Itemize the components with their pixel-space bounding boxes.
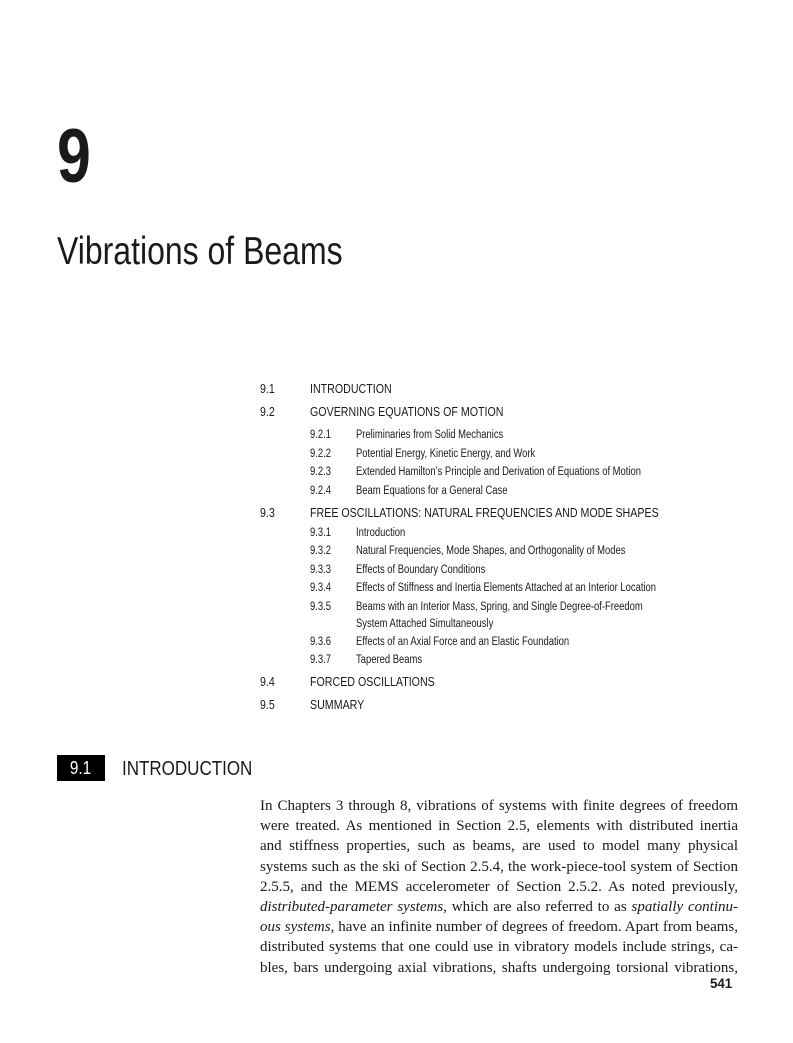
toc-subentry[interactable] <box>260 561 760 580</box>
toc-subentry-label: Effects of an Axial Force and an Elastic Foundation <box>356 635 570 648</box>
toc-entry-number: 9.2 <box>260 404 275 419</box>
body-text-run: have an infinite number of degrees of freedom. Apart from beams, <box>334 919 738 936</box>
toc-entry-number: 9.4 <box>260 674 275 689</box>
body-line: and stiffness properties, such as beams, are used to model many physical <box>260 838 738 855</box>
toc-entry-number: 9.5 <box>260 697 275 712</box>
body-text-run: which are also referred to as <box>446 899 632 916</box>
section-number: 9.1 <box>70 758 92 778</box>
toc-subentry[interactable] <box>260 598 760 633</box>
toc-subentry-label: Natural Frequencies, Mode Shapes, and Orthogonality of Modes <box>356 545 626 557</box>
toc-subentry[interactable] <box>260 579 760 598</box>
toc-entry[interactable] <box>260 696 760 719</box>
toc-entry-number: 9.3 <box>260 504 275 520</box>
toc-subentry[interactable] <box>260 542 760 561</box>
body-line: In Chapters 3 through 8, vibrations of systems with finite degrees of freedom <box>260 798 738 814</box>
body-line: were treated. As mentioned in Section 2.5, elements with distributed inertia <box>260 818 738 835</box>
toc-entry[interactable] <box>260 380 760 403</box>
page-number: 541 <box>710 975 733 991</box>
toc-subentry-label: Beam Equations for a General Case <box>356 484 508 497</box>
toc-subentry-label-line: Beams with an Interior Mass, Spring, and Single Degree-of-Freedom <box>356 600 643 613</box>
toc-subentry-number: 9.3.1 <box>310 526 331 539</box>
toc-subentry-number: 9.3.7 <box>310 654 331 666</box>
chapter-title: Vibrations of Beams <box>57 230 343 273</box>
toc-subentry-label <box>356 598 643 632</box>
toc-subentry-label: Preliminaries from Solid Mechanics <box>356 429 504 441</box>
toc-entry-label: SUMMARY <box>310 697 365 712</box>
toc-entry[interactable] <box>260 403 760 426</box>
body-line <box>260 917 738 937</box>
toc-subentry-number: 9.3.2 <box>310 545 331 557</box>
body-line: 2.5.5, and the MEMS accelerometer of Section 2.5.2. As noted previously, <box>260 878 738 895</box>
body-line: distributed systems that one could use in vibratory models include strings, ca- <box>260 939 738 956</box>
toc-entry[interactable] <box>260 673 760 696</box>
toc-subentry-number: 9.2.2 <box>310 447 331 460</box>
toc-subentry-label: Effects of Stiffness and Inertia Elements Attached at an Interior Location <box>356 582 657 594</box>
toc-subentry-label: Extended Hamilton’s Principle and Derivation of Equations of Motion <box>356 466 641 478</box>
table-of-contents <box>260 380 760 719</box>
toc-subentry-label-line: System Attached Simultaneously <box>356 617 494 630</box>
toc-entry-label: GOVERNING EQUATIONS OF MOTION <box>310 404 504 419</box>
body-line <box>260 897 738 917</box>
body-italic-term: spatially continu- <box>631 899 738 916</box>
toc-subentry-number: 9.3.3 <box>310 563 331 576</box>
chapter-number: 9 <box>57 114 90 199</box>
body-line: bles, bars undergoing axial vibrations, shafts undergoing torsional vibrations, <box>260 959 738 976</box>
toc-entry-number: 9.1 <box>260 381 275 396</box>
body-paragraph <box>260 796 738 978</box>
toc-subentry-number: 9.2.4 <box>310 484 331 497</box>
toc-subentry[interactable] <box>260 633 760 652</box>
toc-subentry[interactable] <box>260 426 760 445</box>
body-italic-term: ous systems, <box>260 919 335 936</box>
toc-entry-label: FREE OSCILLATIONS: NATURAL FREQUENCIES AND MODE SHAPES <box>310 504 659 520</box>
body-line: systems such as the ski of Section 2.5.4, the work-piece-tool system of Section <box>260 858 738 875</box>
toc-subentry-number: 9.3.4 <box>310 582 331 594</box>
body-italic-term: distributed-parameter systems, <box>260 899 447 916</box>
toc-subentry-number: 9.2.3 <box>310 466 331 478</box>
toc-subentry[interactable] <box>260 524 760 543</box>
toc-subentry[interactable] <box>260 651 760 673</box>
section-title: INTRODUCTION <box>122 758 253 780</box>
toc-subentry-label: Potential Energy, Kinetic Energy, and Work <box>356 447 536 460</box>
toc-subentry-label: Introduction <box>356 526 406 539</box>
toc-subentry-label: Tapered Beams <box>356 654 423 666</box>
toc-subentry-number: 9.3.5 <box>310 600 331 613</box>
toc-entry-label: FORCED OSCILLATIONS <box>310 674 435 689</box>
toc-entry[interactable] <box>260 504 760 524</box>
toc-subentry[interactable] <box>260 463 760 482</box>
toc-subentry[interactable] <box>260 482 760 504</box>
toc-subentry-number: 9.2.1 <box>310 429 331 441</box>
toc-subentry-label: Effects of Boundary Conditions <box>356 563 486 576</box>
section-number-badge <box>57 755 105 781</box>
toc-subentry[interactable] <box>260 445 760 464</box>
toc-entry-label: INTRODUCTION <box>310 381 392 396</box>
toc-subentry-number: 9.3.6 <box>310 635 331 648</box>
